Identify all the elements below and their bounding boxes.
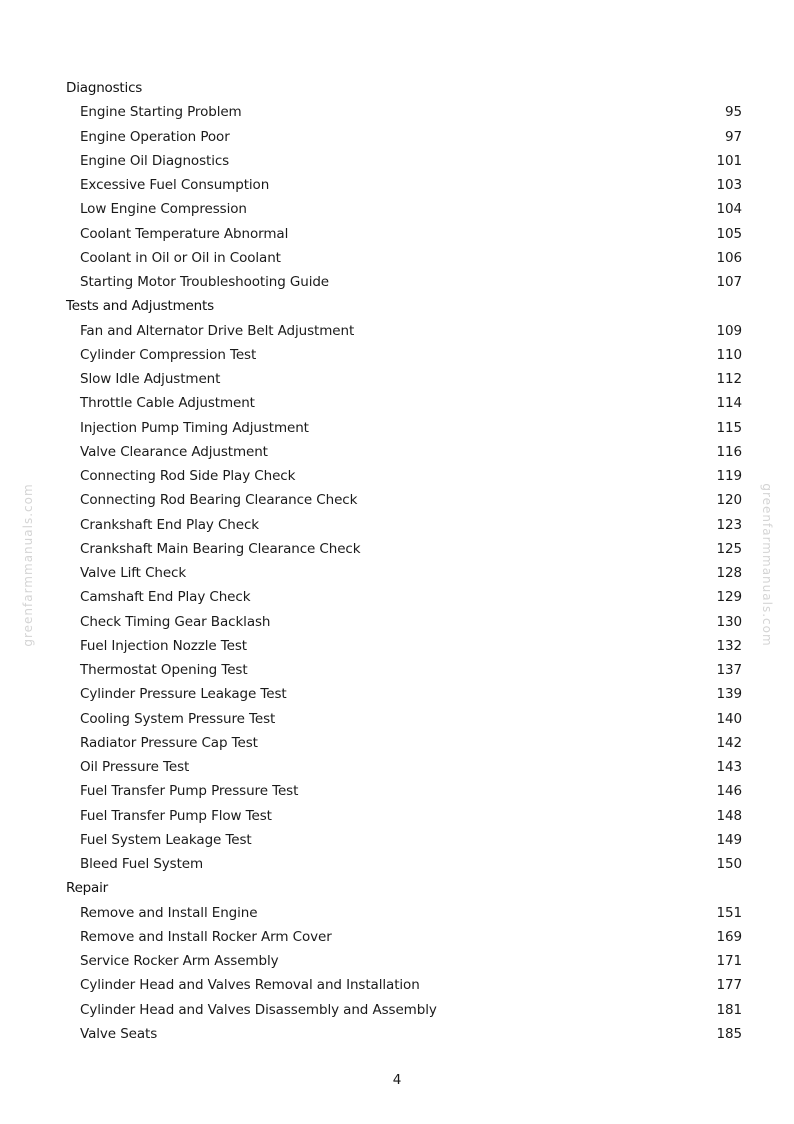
- table-of-contents: [66, 76, 742, 1046]
- toc-entry-title: Engine Oil Diagnostics: [80, 152, 230, 169]
- toc-entry-page: 181: [716, 1001, 742, 1018]
- toc-entry-title: Throttle Cable Adjustment: [80, 395, 255, 412]
- toc-entry-title: Oil Pressure Test: [80, 759, 190, 775]
- toc-entry[interactable]: [66, 488, 742, 512]
- toc-entry[interactable]: [66, 852, 742, 876]
- toc-entry-page: 103: [716, 177, 742, 193]
- toc-entry[interactable]: [66, 197, 742, 221]
- toc-entry-page: 130: [716, 613, 742, 630]
- toc-entry-title: Engine Operation Poor: [80, 128, 230, 145]
- toc-entry-title: Check Timing Gear Backlash: [80, 613, 271, 630]
- toc-entry-page: 177: [716, 977, 742, 994]
- toc-entry-title: Low Engine Compression: [80, 201, 247, 218]
- toc-entry[interactable]: [66, 949, 742, 973]
- toc-entry-title: Valve Seats: [80, 1025, 158, 1042]
- toc-entry-title: Remove and Install Engine: [80, 904, 258, 921]
- toc-entry-title: Cylinder Head and Valves Removal and Installation: [80, 977, 420, 994]
- toc-entry[interactable]: [66, 925, 742, 949]
- toc-entry[interactable]: [66, 343, 742, 367]
- toc-entry-page: 128: [716, 565, 742, 581]
- toc-entry-page: 114: [716, 395, 742, 412]
- toc-entry[interactable]: [66, 707, 742, 731]
- toc-entry-page: 148: [716, 807, 742, 824]
- toc-entry-page: 149: [716, 831, 742, 848]
- toc-entry-page: 171: [716, 953, 742, 969]
- toc-entry[interactable]: [66, 658, 742, 682]
- toc-entry[interactable]: [66, 319, 742, 343]
- toc-entry-title: Slow Idle Adjustment: [80, 371, 221, 387]
- watermark-right: greenfarmmanuals.com: [760, 483, 774, 647]
- section-heading: Tests and Adjustments: [66, 298, 214, 315]
- toc-entry-page: 137: [716, 662, 742, 678]
- toc-entry[interactable]: [66, 901, 742, 925]
- toc-entry-page: 123: [716, 516, 742, 533]
- toc-entry-page: 107: [716, 274, 742, 290]
- toc-entry-title: Valve Clearance Adjustment: [80, 443, 268, 460]
- toc-entry-page: 97: [725, 128, 742, 145]
- toc-entry-page: 109: [716, 322, 742, 339]
- toc-entry[interactable]: [66, 416, 742, 440]
- section-heading: Diagnostics: [66, 80, 143, 96]
- toc-entry-page: 150: [716, 856, 742, 872]
- toc-entry[interactable]: [66, 828, 742, 852]
- toc-entry-page: 119: [716, 468, 742, 484]
- toc-entry-title: Fuel Transfer Pump Pressure Test: [80, 783, 299, 800]
- toc-entry[interactable]: [66, 513, 742, 537]
- toc-entry[interactable]: [66, 391, 742, 415]
- toc-entry-title: Cylinder Compression Test: [80, 346, 257, 363]
- toc-entry-page: 115: [716, 419, 742, 436]
- toc-entry-title: Fuel Injection Nozzle Test: [80, 637, 247, 654]
- toc-entry-title: Camshaft End Play Check: [80, 589, 251, 606]
- toc-entry-title: Thermostat Opening Test: [80, 662, 248, 678]
- toc-entry[interactable]: [66, 804, 742, 828]
- toc-section-diagnostics: [66, 76, 742, 294]
- toc-entry-title: Starting Motor Troubleshooting Guide: [80, 274, 330, 290]
- toc-entry[interactable]: [66, 367, 742, 391]
- toc-entry[interactable]: [66, 1022, 742, 1046]
- toc-entries: [66, 901, 742, 1047]
- toc-entry[interactable]: [66, 246, 742, 270]
- toc-entry-title: Excessive Fuel Consumption: [80, 177, 270, 193]
- toc-entry-title: Engine Starting Problem: [80, 104, 242, 121]
- toc-entry-title: Bleed Fuel System: [80, 856, 204, 872]
- toc-entry-page: 116: [716, 443, 742, 460]
- toc-entry-page: 169: [716, 928, 742, 945]
- toc-entry-title: Fan and Alternator Drive Belt Adjustment: [80, 322, 355, 339]
- toc-entry[interactable]: [66, 585, 742, 609]
- toc-entry-page: 120: [716, 492, 742, 509]
- toc-entry-title: Cooling System Pressure Test: [80, 710, 276, 727]
- toc-entry-title: Cylinder Pressure Leakage Test: [80, 686, 287, 703]
- toc-entry-page: 143: [716, 759, 742, 775]
- toc-section-tests-and-adjustments: [66, 294, 742, 876]
- toc-entry[interactable]: [66, 149, 742, 173]
- toc-entry-title: Service Rocker Arm Assembly: [80, 953, 279, 969]
- toc-entry-page: 95: [725, 104, 742, 121]
- toc-entry-title: Cylinder Head and Valves Disassembly and Assembly: [80, 1001, 437, 1018]
- toc-entry-page: 112: [716, 371, 742, 387]
- toc-entry-page: 105: [716, 225, 742, 242]
- toc-entry-page: 106: [716, 249, 742, 266]
- toc-entry[interactable]: [66, 731, 742, 755]
- watermark-left: greenfarmmanuals.com: [21, 483, 35, 647]
- toc-entry-title: Fuel Transfer Pump Flow Test: [80, 807, 272, 824]
- toc-entry[interactable]: [66, 561, 742, 585]
- toc-entry-title: Coolant Temperature Abnormal: [80, 225, 289, 242]
- toc-entry[interactable]: [66, 634, 742, 658]
- toc-entry-page: 142: [716, 734, 742, 751]
- toc-entry-page: 140: [716, 710, 742, 727]
- toc-entry[interactable]: [66, 682, 742, 706]
- toc-entry[interactable]: [66, 440, 742, 464]
- toc-entry[interactable]: [66, 973, 742, 997]
- toc-entry[interactable]: [66, 998, 742, 1022]
- toc-entry-title: Connecting Rod Side Play Check: [80, 468, 296, 484]
- toc-entry-title: Radiator Pressure Cap Test: [80, 734, 258, 751]
- toc-entry-title: Remove and Install Rocker Arm Cover: [80, 928, 332, 945]
- toc-entry-page: 146: [716, 783, 742, 800]
- toc-entry[interactable]: [66, 173, 742, 197]
- toc-entry[interactable]: [66, 779, 742, 803]
- toc-entry[interactable]: [66, 125, 742, 149]
- toc-entry[interactable]: [66, 537, 742, 561]
- toc-entry-page: 129: [716, 589, 742, 606]
- toc-entry-title: Connecting Rod Bearing Clearance Check: [80, 492, 358, 509]
- toc-entry-title: Injection Pump Timing Adjustment: [80, 419, 309, 436]
- toc-entry-page: 110: [716, 346, 742, 363]
- toc-entry-page: 125: [716, 540, 742, 557]
- toc-entry[interactable]: [66, 610, 742, 634]
- toc-entry-page: 185: [716, 1025, 742, 1042]
- toc-entry[interactable]: [66, 100, 742, 124]
- toc-entry-title: Crankshaft Main Bearing Clearance Check: [80, 540, 361, 557]
- toc-entry-page: 139: [716, 686, 742, 703]
- toc-entry[interactable]: [66, 464, 742, 488]
- toc-entry-page: 132: [716, 637, 742, 654]
- toc-section-repair: [66, 876, 742, 1046]
- toc-entry-page: 101: [716, 152, 742, 169]
- toc-entry[interactable]: [66, 755, 742, 779]
- toc-entries: [66, 319, 742, 877]
- toc-entries: [66, 100, 742, 294]
- toc-entry[interactable]: [66, 222, 742, 246]
- toc-entry-title: Coolant in Oil or Oil in Coolant: [80, 249, 281, 266]
- toc-entry-title: Valve Lift Check: [80, 565, 187, 581]
- toc-entry[interactable]: [66, 270, 742, 294]
- toc-entry-title: Crankshaft End Play Check: [80, 516, 260, 533]
- toc-entry-title: Fuel System Leakage Test: [80, 831, 252, 848]
- section-heading: Repair: [66, 880, 109, 897]
- toc-entry-page: 151: [716, 904, 742, 921]
- toc-entry-page: 104: [716, 201, 742, 218]
- page-number: 4: [392, 1072, 402, 1088]
